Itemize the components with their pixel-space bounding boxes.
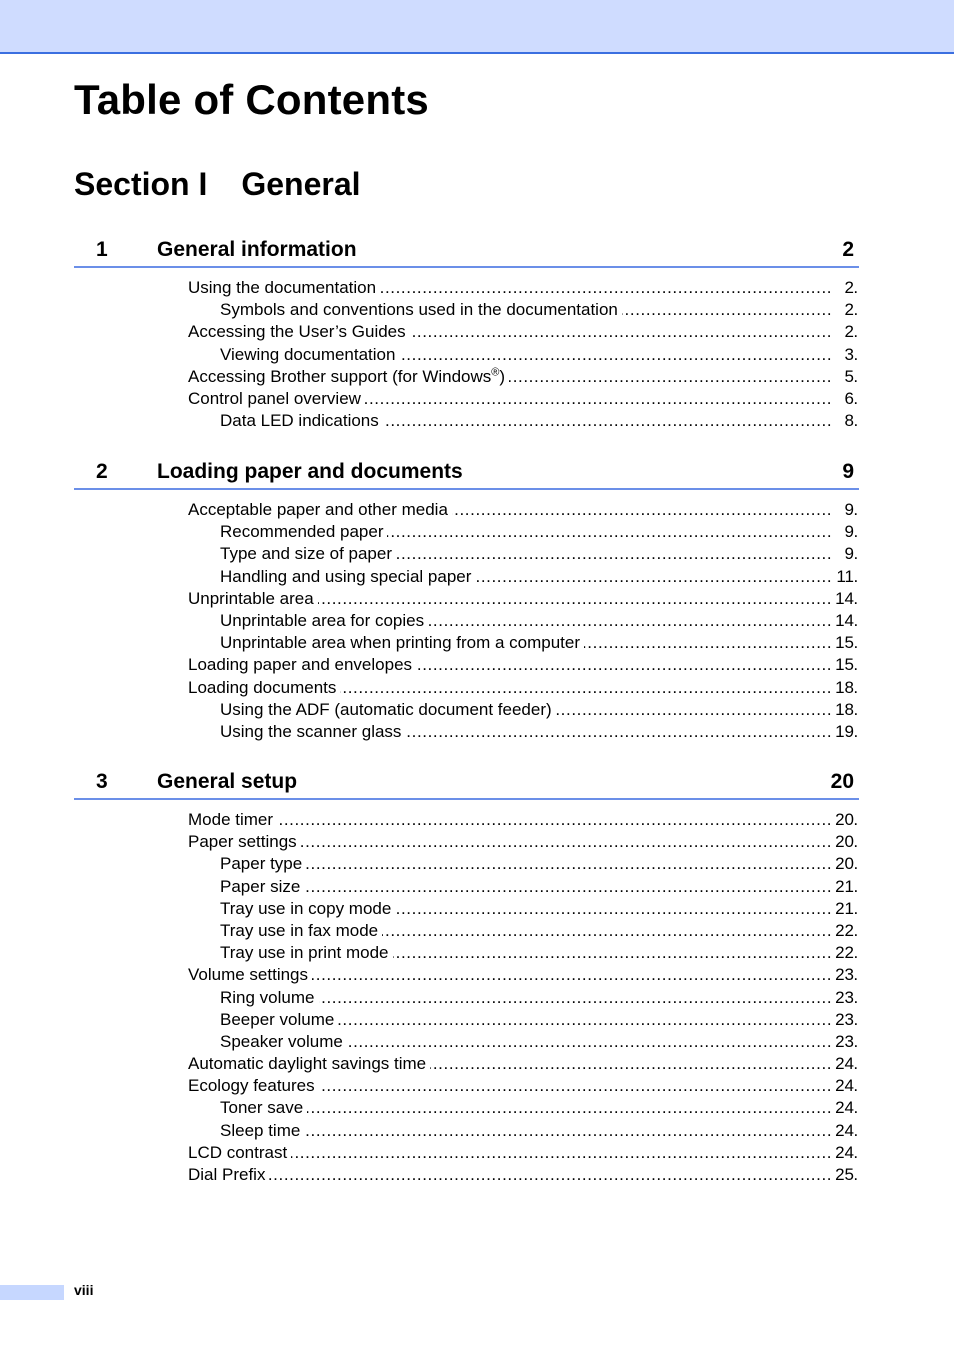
toc-entry[interactable]	[74, 566, 859, 588]
toc-entry-label	[188, 321, 410, 343]
chapter-header[interactable]	[74, 456, 859, 490]
toc-entry[interactable]	[74, 410, 859, 432]
toc-entry[interactable]	[74, 299, 859, 321]
toc-entry-label	[220, 721, 405, 743]
dot-leader	[220, 876, 833, 898]
toc-entry-page: 2	[833, 321, 854, 343]
toc-entry-page: 9	[833, 499, 854, 521]
toc-entry-text: Recommended paper	[220, 522, 384, 542]
toc-entry-page: 22	[833, 942, 854, 964]
toc-entry[interactable]	[74, 1075, 859, 1097]
toc-entry[interactable]	[74, 632, 859, 654]
toc-entry-page: 11	[833, 566, 854, 588]
chapter-title[interactable]: Loading paper and documents	[157, 460, 463, 483]
toc-entry-label	[188, 831, 301, 853]
toc-entry-label	[220, 853, 306, 875]
toc-entry[interactable]	[74, 277, 859, 299]
chapter-page: 20	[830, 770, 854, 793]
toc-entry-page: 18	[833, 677, 854, 699]
toc-entry-text: Unprintable area	[188, 588, 314, 608]
header-band	[0, 0, 954, 54]
toc-entry-page: 23	[833, 1009, 854, 1031]
toc-entry-label	[220, 610, 428, 632]
chapter-number: 3	[96, 770, 108, 793]
toc-entry-text: Symbols and conventions used in the documentation	[220, 300, 618, 320]
toc-entry[interactable]	[74, 942, 859, 964]
toc-entry-text: LCD contrast	[188, 1142, 288, 1162]
toc-entry[interactable]	[74, 853, 859, 875]
toc-entry[interactable]	[74, 876, 859, 898]
toc-entry-text: Paper type	[220, 854, 303, 874]
toc-entry-text: Toner save	[220, 1098, 304, 1118]
toc-entry[interactable]	[74, 1031, 859, 1053]
toc-entry-label	[220, 566, 475, 588]
toc-entry-label	[188, 588, 318, 610]
toc-entry-label	[220, 521, 387, 543]
toc-entry-text: Handling and using special paper	[220, 566, 472, 586]
toc-entry-label	[188, 277, 380, 299]
toc-entry-page: 8	[833, 410, 854, 432]
toc-entry-page: 20	[833, 831, 854, 853]
dot-leader	[188, 809, 833, 831]
footer-page-number: viii	[74, 1282, 94, 1298]
toc-entry-label	[188, 1164, 269, 1186]
dot-leader	[220, 1097, 833, 1119]
toc-entry-label	[188, 677, 340, 699]
toc-entry-label	[188, 388, 365, 410]
toc-entry-page: 15	[833, 632, 854, 654]
toc-entry[interactable]	[74, 677, 859, 699]
chapter-title[interactable]: General information	[157, 238, 357, 261]
toc-entry-page: 23	[833, 987, 854, 1009]
toc-entry-text: Beeper volume	[220, 1009, 335, 1029]
toc-entry-text: Tray use in print mode	[220, 943, 389, 963]
chapter-header[interactable]	[74, 234, 859, 268]
toc-entry-text: Automatic daylight savings time	[188, 1054, 427, 1074]
toc-entry-text: Data LED indications	[220, 411, 379, 431]
toc-entry-text: Control panel overview	[188, 388, 361, 408]
toc-entry-text: Paper size	[220, 876, 301, 896]
toc-entry-label	[220, 876, 304, 898]
toc-entry-page: 24	[833, 1053, 854, 1075]
toc-entry-label	[220, 1120, 304, 1142]
toc-entry-text: Speaker volume	[220, 1031, 343, 1051]
toc-entry-page: 22	[833, 920, 854, 942]
toc-entry[interactable]	[74, 499, 859, 521]
toc-entry[interactable]	[74, 366, 859, 388]
toc-entry[interactable]	[74, 987, 859, 1009]
dot-leader	[220, 853, 833, 875]
chapter-3	[74, 766, 859, 1186]
toc-entry-text: Ring volume	[220, 987, 315, 1007]
toc-entry-text: Dial Prefix	[188, 1165, 266, 1184]
toc-entry-page: 21	[833, 898, 854, 920]
toc-entry[interactable]	[74, 831, 859, 853]
toc-entry-page: 14	[833, 610, 854, 632]
page-title: Table of Contents	[74, 76, 429, 123]
toc-entry-label	[220, 1009, 338, 1031]
toc-entry-label	[220, 543, 396, 565]
toc-entry-page: 19	[833, 721, 854, 743]
chapter-header[interactable]	[74, 766, 859, 800]
toc-entry[interactable]	[74, 809, 859, 831]
toc-entry-page: 14	[833, 588, 854, 610]
toc-entry[interactable]	[74, 1053, 859, 1075]
toc-entry-page: 9	[833, 543, 854, 565]
toc-entry-page: 23	[833, 1031, 854, 1053]
registered-mark: ®	[491, 366, 500, 379]
toc-entry-label	[220, 699, 556, 721]
toc-entry-label	[188, 1142, 291, 1164]
section-number: Section I	[74, 166, 208, 202]
toc-entry-text: Ecology features	[188, 1076, 315, 1096]
toc-entry-label	[188, 1075, 319, 1097]
toc-entry[interactable]	[74, 699, 859, 721]
toc-entry-label	[188, 499, 452, 521]
toc-entry-page: 24	[833, 1075, 854, 1097]
toc-entry[interactable]	[74, 1009, 859, 1031]
toc-entry[interactable]	[74, 654, 859, 676]
toc-entry[interactable]	[74, 964, 859, 986]
chapter-page: 2	[842, 238, 854, 261]
toc-entry-label	[220, 987, 319, 1009]
toc-entry-text: Viewing documentation	[220, 344, 396, 364]
toc-entry-page: 2	[833, 277, 854, 299]
toc-entry-text-tail: )	[499, 366, 506, 386]
toc-entry-label	[220, 942, 393, 964]
toc-entry-text: Paper settings	[188, 832, 297, 852]
toc-entry-page: 24	[833, 1097, 854, 1119]
toc-entry[interactable]	[74, 321, 859, 343]
toc-entry-label	[220, 632, 584, 654]
toc-entry-label	[220, 299, 622, 321]
toc-entry-label	[220, 920, 382, 942]
toc-entry-label	[220, 410, 383, 432]
toc-entry-label	[188, 964, 312, 986]
toc-entry-page: 15	[833, 654, 854, 676]
toc-entry-page: 6	[833, 388, 854, 410]
toc-entry-label	[220, 1097, 307, 1119]
toc-entry-page: 21	[833, 876, 854, 898]
toc-entry-page: 24	[833, 1120, 854, 1142]
chapter-number: 2	[96, 460, 108, 483]
toc-entry-text: Using the documentation	[188, 278, 377, 297]
toc-entry-page: 23	[833, 964, 854, 986]
chapter-number: 1	[96, 238, 108, 261]
toc-entry-page: 18	[833, 699, 854, 721]
dot-leader	[220, 1120, 833, 1142]
toc-entry[interactable]	[74, 721, 859, 743]
toc-entry[interactable]	[74, 1120, 859, 1142]
toc-entry-page: 25	[833, 1164, 854, 1186]
section-heading	[74, 166, 361, 203]
toc-entry[interactable]	[74, 610, 859, 632]
toc-entry-label	[188, 1053, 430, 1075]
toc-entry-page: 24	[833, 1142, 854, 1164]
entry-list	[74, 499, 859, 743]
toc-entry-page: 20	[833, 853, 854, 875]
toc-entry[interactable]	[74, 588, 859, 610]
toc-entry[interactable]	[74, 920, 859, 942]
toc-entry[interactable]	[74, 1142, 859, 1164]
toc-entry-page: 9	[833, 521, 854, 543]
entry-list	[74, 809, 859, 1186]
toc-entry-label	[188, 809, 277, 831]
toc-entry-page: 3	[833, 344, 854, 366]
chapter-title[interactable]: General setup	[157, 770, 298, 793]
toc-entry[interactable]	[74, 1097, 859, 1119]
footer-band	[0, 1285, 64, 1300]
toc-entry-page: 5	[833, 366, 854, 388]
toc-entry-label	[220, 1031, 347, 1053]
toc-entry[interactable]	[74, 521, 859, 543]
toc-entry[interactable]	[74, 344, 859, 366]
toc-entry-text: Loading documents	[188, 677, 337, 697]
toc-entry-text: Acceptable paper and other media	[188, 500, 448, 519]
toc-entry-text: Volume settings	[188, 965, 309, 985]
entry-list	[74, 277, 859, 432]
toc-entry-text: Type and size of paper	[220, 544, 393, 564]
toc-entry-label	[188, 654, 416, 676]
toc-entry-label	[220, 344, 399, 366]
toc-entry-text: Using the ADF (automatic document feeder)	[220, 699, 552, 719]
toc-entry-label	[188, 366, 509, 388]
toc-entry-text: Using the scanner glass	[220, 721, 402, 741]
toc-entry-text: Unprintable area when printing from a computer	[220, 633, 581, 653]
toc-entry-text: Accessing Brother support (for Windows	[188, 366, 492, 386]
chapter-2	[74, 456, 859, 743]
toc-entry[interactable]	[74, 543, 859, 565]
toc-entry-text: Accessing the User’s Guides	[188, 322, 406, 342]
toc-entry-page: 20	[833, 809, 854, 831]
toc-entry-text: Loading paper and envelopes	[188, 655, 413, 675]
dot-leader	[188, 1164, 833, 1186]
toc-entry[interactable]	[74, 1164, 859, 1186]
toc-entry-text: Tray use in copy mode	[220, 898, 392, 918]
toc-entry-text: Tray use in fax mode	[220, 920, 379, 940]
toc-entry-text: Sleep time	[220, 1120, 301, 1140]
chapter-1	[74, 234, 859, 432]
toc-entry-page: 2	[833, 299, 854, 321]
section-title: General	[241, 166, 361, 202]
toc-entry[interactable]	[74, 388, 859, 410]
toc-entry-text: Unprintable area for copies	[220, 610, 425, 630]
chapter-page: 9	[842, 460, 854, 483]
toc-entry-text: Mode timer	[188, 810, 274, 829]
toc-entry-label	[220, 898, 395, 920]
toc-entry[interactable]	[74, 898, 859, 920]
